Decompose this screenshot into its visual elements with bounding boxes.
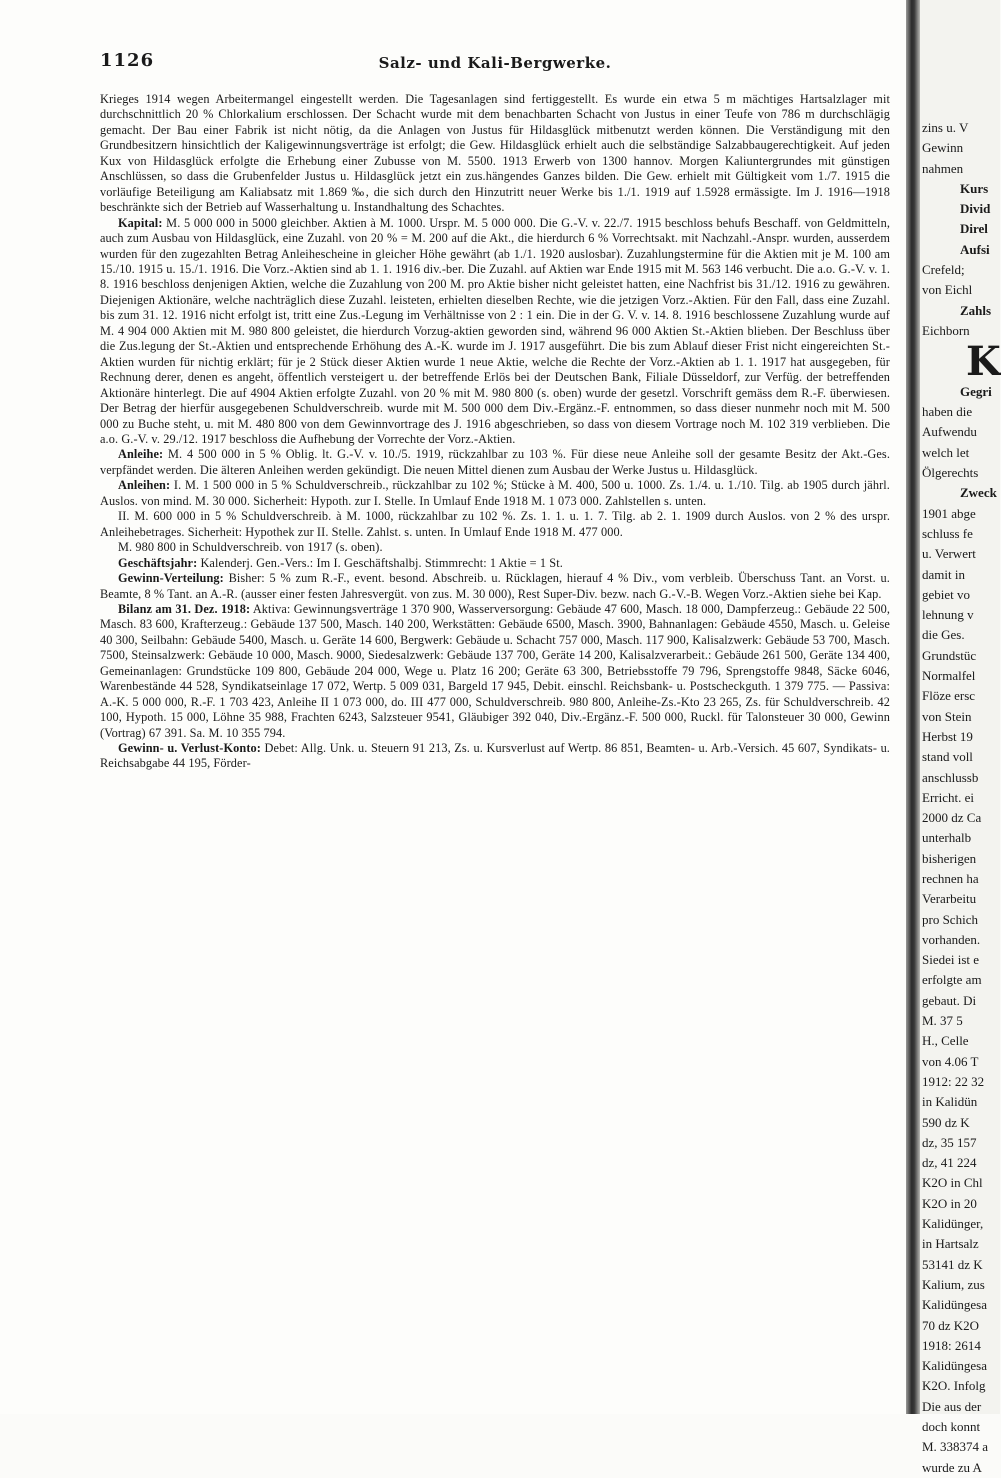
adjacent-line: Kalium, zus xyxy=(922,1276,985,1292)
adjacent-line: Ölgerechts xyxy=(922,465,979,481)
paragraph-text: Kalenderj. Gen.-Vers.: Im I. Geschäftshalbj. Stimmrecht: 1 Aktie = 1 St. xyxy=(200,555,563,570)
adjacent-line: Siedei ist e xyxy=(922,952,980,968)
adjacent-line: u. Verwert xyxy=(922,546,976,562)
adjacent-line: dz, 41 224 xyxy=(922,1155,977,1171)
adjacent-line: damit in xyxy=(922,566,965,582)
adjacent-line: wurde zu A xyxy=(922,1459,982,1475)
adjacent-line: von 4.06 T xyxy=(922,1053,979,1069)
adjacent-line: 70 dz K2O xyxy=(922,1317,980,1333)
page-gutter xyxy=(906,0,920,1414)
adjacent-line: 1912: 22 32 xyxy=(922,1073,985,1089)
adjacent-line: M. 338374 a xyxy=(922,1439,989,1455)
paragraph-lead: Geschäftsjahr: xyxy=(118,555,198,570)
adjacent-line: gebiet vo xyxy=(922,586,971,602)
adjacent-line: zins u. V xyxy=(922,120,969,135)
adjacent-line: lehnung v xyxy=(922,607,974,623)
paragraph-lead: Kapital: xyxy=(118,215,163,230)
adjacent-page xyxy=(920,0,1000,1475)
adjacent-line: 1901 abge xyxy=(922,505,976,521)
adjacent-line: anschlussb xyxy=(922,769,979,785)
page-number: 1126 xyxy=(100,50,155,71)
paragraph-text: Debet: Allg. Unk. u. Steuern 91 213, Zs. u. Kursverlust auf Wertp. 86 851, Beamten- u. Arb.-Versich. 45 607, Syndikats- u. Reichsabgabe 44 195, Förder- xyxy=(100,741,890,771)
adjacent-line: Aufsi xyxy=(960,241,990,257)
adjacent-line: schluss fe xyxy=(922,525,973,541)
adjacent-line: von Eichl xyxy=(922,282,973,298)
paragraph-lead: Gewinn-Verteilung: xyxy=(118,571,224,586)
adjacent-line: doch konnt xyxy=(922,1419,981,1434)
adjacent-line: 590 dz K xyxy=(922,1114,970,1130)
adjacent-line: Zahls xyxy=(960,302,992,318)
paragraph xyxy=(100,741,890,772)
adjacent-line: stand voll xyxy=(922,749,973,765)
adjacent-line: welch let xyxy=(922,444,970,460)
paragraph xyxy=(100,216,890,448)
adjacent-line: Crefeld; xyxy=(922,262,965,278)
paragraph xyxy=(100,447,890,478)
adjacent-line: K2O in Chl xyxy=(922,1175,983,1191)
paragraph-text: Krieges 1914 wegen Arbeitermangel eingestellt werden. Die Tagesanlagen sind fertiggestellt. Es wurde ein etwa 5 m mächtiges Hartsalzlager mit durchschnittlich 20 % Chlorkalium erschlossen. Der Schacht wurde mit dem benachbarten Schacht von Justus in einer Teufe von 786 m durchschlägig gemacht. Der Bau einer Fabrik ist nicht nötig, da die Anlagen von Justus für Hildasglück mitbenutzt werden können. Die Verständigung mit den Grundbesitzern hinsichtlich der Kaligewinnungsverträge ist erfolgt; die Gew. Hildasglück erhielt auch die selbständige Salzabbaugerechtigkeit. Auf jeden Kux von Hildasglück erfolgte die Erhebung einer Zubusse von M. 5500. 1913 Erwerb von 1300 hannov. Morgen Kaliuntergrundes mit günstigen Anschlüssen, so dass die Grubenfelder Justus u. Hildasglück jetzt ein zus.hängendes Ganzes bilden. Die Gew. erhielt mit Gültigkeit vom 1./7. 1915 die vorläufige Beteiligung am Kaliabsatz mit 1.869 ‰, die sich durch den Hinzutritt neuer Werke bis 1./1. 1919 auf 1.5928 ermässigte. Im J. 1916—1918 beschränkte sich der Betrieb auf Wasserhaltung u. Instandhaltung des Schachtes. xyxy=(100,92,890,215)
paragraph xyxy=(100,540,890,555)
paragraph-lead: Anleihen: xyxy=(118,478,171,493)
adjacent-line: Die aus der xyxy=(922,1398,982,1414)
adjacent-line: Kalidüngesa xyxy=(922,1358,987,1374)
adjacent-line: Gewinn xyxy=(922,140,964,156)
paragraph-text: Bisher: 5 % zum R.-F., event. besond. Abschreib. u. Rücklagen, hierauf 4 % Div., vom verbleib. Überschuss Tant. an Vorst. u. Beamte, 8 % Tant. an A.-R. (ausser einer festen Jahresvergüt. von zus. M. 30 000), Rest Super-Div. bezw. nach G.-V.-B. Wegen Vorz.-Aktien siehe bei Kap. xyxy=(100,571,890,601)
adjacent-line: Eichborn xyxy=(922,322,970,338)
adjacent-line: Direl xyxy=(960,221,988,237)
adjacent-line: Divid xyxy=(960,201,991,217)
adjacent-line: Kurs xyxy=(960,180,989,196)
paragraph-text: M. 980 800 in Schuldverschreib. von 1917 (s. oben). xyxy=(118,540,383,555)
adjacent-line: Grundstüc xyxy=(922,647,977,663)
adjacent-line: gebaut. Di xyxy=(922,992,977,1008)
adjacent-line: 1918: 2614 xyxy=(922,1337,981,1353)
adjacent-line: in Kalidün xyxy=(922,1094,978,1110)
adjacent-line: nahmen xyxy=(922,160,964,176)
adjacent-line: von Stein xyxy=(922,708,972,724)
adjacent-line: in Hartsalz xyxy=(922,1236,979,1252)
paragraph xyxy=(100,602,890,741)
adjacent-line: M. 37 5 xyxy=(922,1013,963,1029)
adjacent-line: Kalidüngesa xyxy=(922,1297,987,1313)
paragraph xyxy=(100,571,890,602)
paragraph xyxy=(100,509,890,540)
adjacent-line: Herbst 19 xyxy=(922,728,973,744)
paragraph-text: I. M. 1 500 000 in 5 % Schuldverschreib., rückzahlbar zu 102 %; Stücke à M. 400, 500 u. 1000. Zs. 1./4. u. 1./10. Tilg. ab 1905 durch jährl. Auslos. von mind. M. 30 000. Sicherheit: Hypoth. zur I. Stelle. In Umlauf Ende 1918 M. 1 073 000. Zahlstellen s. unten. xyxy=(100,478,890,508)
paragraph-text: Aktiva: Gewinnungsverträge 1 370 900, Wasserversorgung: Gebäude 47 600, Masch. 18 000, Dampferzeug.: Gebäude 22 500, Masch. 83 600, Krafterzeug.: Gebäude 137 500, Masch. 140 200, Werkstätten: Gebäude 6500, Masch. 3900, Bahnanlagen: Gebäude 4550, Masch. u. Geleise 40 300, Seilbahn: Gebäude 5400, Masch. u. Geräte 14 600, Bergwerk: Gebäude u. Schacht 757 000, Masch. 117 900, Kalisalzwerk: Gebäude 53 700, Masch. 7500, Steinsalzwerk: Gebäude 10 000, Masch. 9000, Siedesalzwerk: Gebäude 137 700, Geräte 14 200, Kalisalzverarbeit.: Gebäude 261 500, Geräte 134 400, Gemeinanlagen: Grundstücke 109 800, Gebäude 204 000, Wege u. Platz 16 200; Geräte 63 300, Betriebsstoffe 79 796, Sprengstoffe 9848, Säcke 6046, Warenbestände 44 528, Syndikatseinlage 17 072, Wertp. 5 009 031, Bargeld 17 945, Debit. einschl. Reichsbank- u. Postscheckguth. 1 379 775. — Passiva: A.-K. 5 000 000, R.-F. 1 703 423, Anleihe II 1 073 000, do. III 477 000, Schuldverschreib. 980 800, Anleihe-Zs.-Kto 23 265, Zs. für Schuldverschreib. 42 100, Hypoth. 15 000, Löhne 35 988, Frachten 6243, Salzsteuer 9541, Gläubiger 392 040, Div.-Ergänz.-F. 500 000, Ruckl. für Talonsteuer 30 000, Gewinn (Vortrag) 67 391. Sa. M. 10 355 794. xyxy=(100,601,891,740)
adjacent-line: Aufwendu xyxy=(922,424,977,440)
adjacent-line: die Ges. xyxy=(922,627,965,643)
adjacent-page-lines xyxy=(922,118,997,1478)
adjacent-line: K2O. Infolg xyxy=(922,1378,986,1394)
adjacent-line: H., Celle xyxy=(922,1033,969,1049)
adjacent-line: 53141 dz K xyxy=(922,1256,983,1272)
paragraph-text: II. M. 600 000 in 5 % Schuldverschreib. à M. 1000, rückzahlbar zu 102 %. Zs. 1. 1. u. 1. 7. Tilg. ab 2. 1. 1909 durch Auslos. von 2 % des urspr. Anleihebetrages. Sicherheit: Hypothek zur II. Stelle. Zahlst. s. unten. In Umlauf Ende 1918 M. 477 000. xyxy=(100,509,890,539)
adjacent-line: bisherigen xyxy=(922,850,977,866)
paragraph xyxy=(100,478,890,509)
paragraph xyxy=(100,556,890,571)
adjacent-line: Normalfel xyxy=(922,668,976,684)
adjacent-line: vorhanden. xyxy=(922,931,981,947)
adjacent-line: erfolgte am xyxy=(922,972,982,988)
paragraph-lead: Bilanz am 31. Dez. 1918: xyxy=(118,601,251,616)
adjacent-line: K2O in 20 xyxy=(922,1195,977,1211)
adjacent-line: Erricht. ei xyxy=(922,789,974,805)
body-text xyxy=(100,92,890,772)
adjacent-line: pro Schich xyxy=(922,911,978,927)
page-header xyxy=(100,50,890,80)
adjacent-line: 2000 dz Ca xyxy=(922,810,982,826)
paragraph-lead: Gewinn- u. Verlust-Konto: xyxy=(118,741,261,756)
paragraph-text: M. 5 000 000 in 5000 gleichber. Aktien à M. 1000. Urspr. M. 5 000 000. Die G.-V. v. 22./7. 1915 beschloss behufs Beschaff. von Geldmitteln, auch zum Ausbau von Hildasglück, eine Zuzahl. von 20 % = M. 200 auf die Akt., die hierdurch 6 % Vorrechtsakt. mit Nachzahl.-Anspr. wurden, ausserdem wurden für den zugezahlten Betrag Anleihescheine in gleicher Höhe gewährt (ab 1./1. 1920 auslosbar). Zuzahlungstermine für die Aktien mit je M. 100 am 15./10. 1915 u. 15./1. 1916. Die Vorz.-Aktien sind ab 1. 1. 1916 div.-ber. Die Zuzahl. auf Aktien war Ende 1915 mit M. 563 146 verbucht. Die a.o. G.-V. v. 1. 8. 1916 beschloss denjenigen Aktien, welche die Zuzahlung von 200 M. pro Aktie bisher nicht geleistet hatten, eine Nachfrist bis 31./12. 1916 zu gewähren. Diejenigen Aktionäre, welche nachträglich diese Zuzahl. leisteten, erhielten dieselben Rechte, wie die jetzigen Vorz.-Aktien. Für den Fall, dass eine Zuzahl. bis zum 31. 12. 1916 nicht erfolgt ist, tritt eine Zus.-Legung im Verhältnisse von 2 : 1 ein. Die in der G. V. v. 14. 8. 1916 beschlossene Zuzahlung wurde auf M. 4 904 000 Aktien mit M. 980 800 geleistet, die hierdurch Vorzug-aktien geworden sind, während 96 000 Aktien St.-Aktien blieben. Der Beschluss über die Zus.legung der St.-Aktien und entsprechende Erhöhung des A.-K. wurde im J. 1917 ausgeführt. Die bis zum Ablauf dieser Frist nicht eingereichten St.-Aktien wurden für nichtig erklärt; für je 2 Stück dieser Aktien wurde 1 neue Aktie, welche die Rechte der Vorz.-Aktien ab 1. 1. 1917 hat ausgegeben, für Rechnung derer, denen es angeht, öffentlich versteigert u. der betreffende Erlös bei der Deutschen Bank, Filiale Düsseldorf, zur Verfüg. der betreffenden Aktionäre hinterlegt. Die auf 4904 Aktien erfolgte Zuzahl. von 20 % mit M. 980 800 (s. oben) wurde der gesetzl. Vorschrift gemäss dem R.-F. überwiesen. Der Betrag der hierfür ausgegebenen Schuldverschreib. wurde mit M. 500 000 dem Div.-Ergänz.-F. entnommen, so dass dieser nunmehr noch mit M. 500 000 zu Buche steht, u. mit M. 480 800 von dem Gewinnvortrage des J. 1916 abgeschrieben, so dass von diesem Vortrage noch M. 102 319 verblieben. Die a.o. G.-V. v. 29./12. 1917 beschloss die Aufhebung der Vorrechte der Vorz.-Aktien. xyxy=(100,215,890,446)
adjacent-line: Flöze ersc xyxy=(922,688,976,704)
adjacent-line: unterhalb xyxy=(922,830,972,846)
adjacent-line: Verarbeitu xyxy=(922,891,977,907)
adjacent-line: Zweck xyxy=(960,485,997,501)
adjacent-line: rechnen ha xyxy=(922,870,979,886)
paragraph xyxy=(100,92,890,216)
adjacent-line: Kalidünger, xyxy=(922,1216,984,1232)
paragraph-lead: Anleihe: xyxy=(118,447,164,462)
paragraph-text: M. 4 500 000 in 5 % Oblig. lt. G.-V. v. 10./5. 1919, rückzahlbar zu 103 %. Für diese neue Anleihe soll der gesamte Besitz der Akt.-Ges. verpfändet werden. Die älteren Anleihen werden gekündigt. Die neuen Mittel dienen zum Ausbau der Werke Justus u. Hildasglück. xyxy=(100,447,890,477)
adjacent-line: haben die xyxy=(922,404,973,420)
adjacent-page-initial: K xyxy=(966,338,1001,385)
running-title: Salz- und Kali-Bergwerke. xyxy=(378,54,612,72)
adjacent-line: dz, 35 157 xyxy=(922,1134,977,1150)
adjacent-line: Gegri xyxy=(960,383,992,399)
